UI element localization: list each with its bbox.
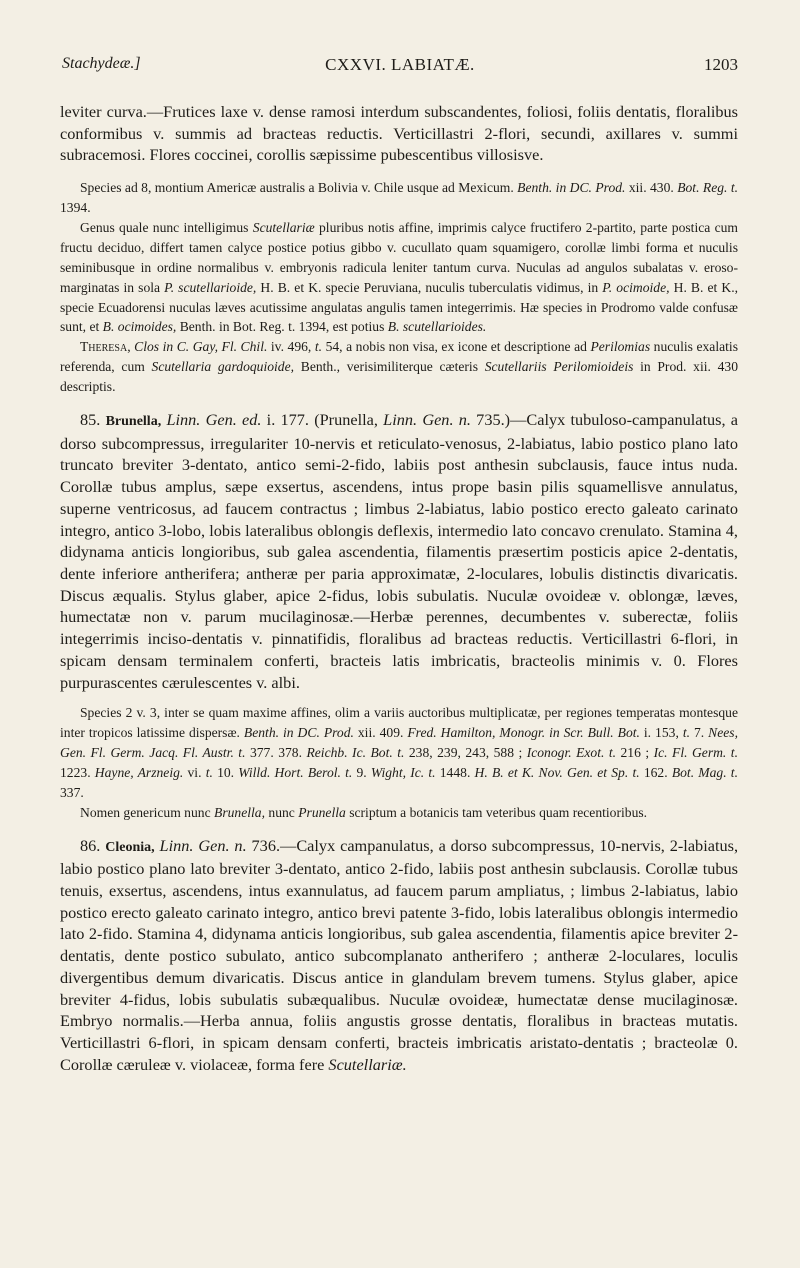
paragraph-brunella-species: Species 2 v. 3, inter se quam maxime affines, olim a variis auctoribus multiplicatæ, per regiones temperatas montesque inter tropicos latissime dispersæ. Benth. in DC. Prod. xii. 409. Fred. Hamilton, Monogr. in Scr. Bull. Bot. i. 153, t. 7. Nees, Gen. Fl. Germ. Jacq. Fl. Austr. t. 377. 378. Reichb. Ic. Bot. t. 238, 239, 243, 588 ; Iconogr. Exot. t. 216 ; Ic. Fl. Germ. t. 1223. Hayne, Arzneig. vi. t. 10. Willd. Hort. Berol. t. 9. Wight, Ic. t. 1448. H. B. et K. Nov. Gen. et Sp. t. 162. Bot. Mag. t. 337.: [60, 705, 738, 800]
genus-entry-brunella: 85. Brunella, Linn. Gen. ed. i. 177. (Prunella, Linn. Gen. n. 735.)—Calyx tubuloso-campanulatus, a dorso subcompressus, irregulariter 10-nervis et reticulato-venosus, 2-labiatus, labio postico plano lato truncato breviter 3-dentato, antico semi-2-fido, labiis post anthesin subclausis, fauce intus nuda. Corollæ tubus amplus, sæpe exsertus, ascendens, intus prope basin pilis squamellisve annulatus, superne ventricosus, ad faucem contractus ; limbus 2-labiatus, labio postico erecto galeato carinato integro, antico 3-lobo, lobis lateralibus oblongis deflexis, intermedio lato concavo crenulato. Stamina 4, didynama anticis longioribus, sub galea ascendentia, filamentis præsertim posticis apice 2-dentatis, dente inferiore antherifera; antheræ per paria approximatæ, 2-loculares, lobulis distinctis divaricatis. Discus æqualis. Stylus glaber, apice 2-fidus, lobis subulatis. Nuculæ ovoideæ v. oblongæ, læves, humectatæ non v. parum mucilaginosæ.—Herbæ perennes, decumbentes v. suberectæ, foliis integerrimis inciso-dentatis v. pinnatifidis, floralibus ad bracteas reductis. Verticillastri 6-flori, in spicam densam terminalem conferti, bracteis latis imbricatis, bracteolis minimis v. 0. Flores purpurascentes cærulescentes v. albi.: [60, 410, 739, 692]
header-section-label: Stachydeæ.]: [62, 55, 141, 72]
genus-name: Brunella,: [105, 414, 162, 430]
genus-number: 85.: [80, 410, 106, 430]
running-header: [62, 55, 738, 81]
genus-entry-cleonia: 86. Cleonia, Linn. Gen. n. 736.—Calyx campanulatus, a dorso subcompressus, 10-nervis, 2-labiatus, labio postico plano lato breviter 3-dentato, antico 2-fido, labiis post anthesin subclausis. Corollæ tubus tenuis, exsertus, ascendens, intus exannulatus, ad faucem parum ampliatus, ; limbus 2-labiatus, labio postico erecto galeato carinato integro, antico brevi patente 3-fido, lobis lateralibus oblongis intermedio lato 2-fido. Stamina 4, didynama anticis longioribus, sub galea ascendentia, filamentis apice breviter 2-dentatis, dente postico subulato, antico subcomplanato antherifero ; antheræ 2-loculares, loculis divergentibus demum divaricatis. Discus antice in glandulam brevem tumens. Stylus glaber, apice breviter 4-fidus, lobis subulatis subæqualibus. Nuculæ ovoideæ, humectatæ dense mucilaginosæ. Embryo normalis.—Herba annua, foliis angustis grosse dentatis, floralibus in bracteas mutatis. Verticillastri 6-flori, in spicam densam conferti, bracteis imbricatis aristato-dentatis ; bracteolæ 0. Corollæ cæruleæ v. violaceæ, forma fere Scutellariæ.: [60, 835, 739, 1074]
header-page-number: 1203: [704, 55, 738, 74]
paragraph-theresa-note: Theresa, Clos in C. Gay, Fl. Chil. iv. 496, t. 54, a nobis non visa, ex icone et descriptione ad Perilomias nuculis exalatis referenda, cum Scutellaria gardoquioide, Benth., verisimiliterque cæteris Scutellariis Perilomioideis in Prod. xii. 430 descriptis.: [60, 339, 739, 395]
paragraph-species-note: Species ad 8, montium Americæ australis a Bolivia v. Chile usque ad Mexicum. Benth. in DC. Prod. xii. 430. Bot. Reg. t. 1394.: [60, 180, 738, 216]
paragraph-brunella-name-note: Nomen genericum nunc Brunella, nunc Prunella scriptum a botanicis tam veteribus quam recentioribus.: [80, 804, 648, 820]
genus-number: 86.: [80, 835, 106, 855]
paragraph-genus-discussion: Genus quale nunc intelligimus Scutellariæ pluribus notis affine, imprimis calyce fructifero 2-partito, parte postica cum fructu deciduo, differt tamen calyce postice potius gibbo v. cucullato quam squamigero, corollæ limbi forma et nuculis seminibusque in ordine normalibus v. embryonis radicula leniter tantum curva. Nuculas ad angulos subalatas v. eroso-marginatas in sola P. scutellarioide, H. B. et K. specie Peruviana, nuculis tuberculatis vidimus, in P. ocimoide, H. B. et K., specie Ecuadorensi nuculas læves acutissime angulatas angulis tamen integerrimis. Hæ species in Prodromo valde confusæ sunt, et B. ocimoides, Benth. in Bot. Reg. t. 1394, est potius B. scutellarioides.: [60, 219, 739, 335]
page-body: [60, 101, 738, 1075]
header-family-title: CXXVI. LABIATÆ.: [325, 55, 475, 74]
paragraph-continuation: leviter curva.—Frutices laxe v. dense ramosi interdum subscandentes, foliosi, foliis dentatis, floralibus conformibus v. summis ad bracteas reductis. Verticillastri 2-flori, secundi, axillares v. summi subracemosi. Flores coccinei, corollis sæpissime pubescentibus villosisve.: [60, 102, 738, 165]
genus-name: Cleonia,: [105, 839, 155, 855]
